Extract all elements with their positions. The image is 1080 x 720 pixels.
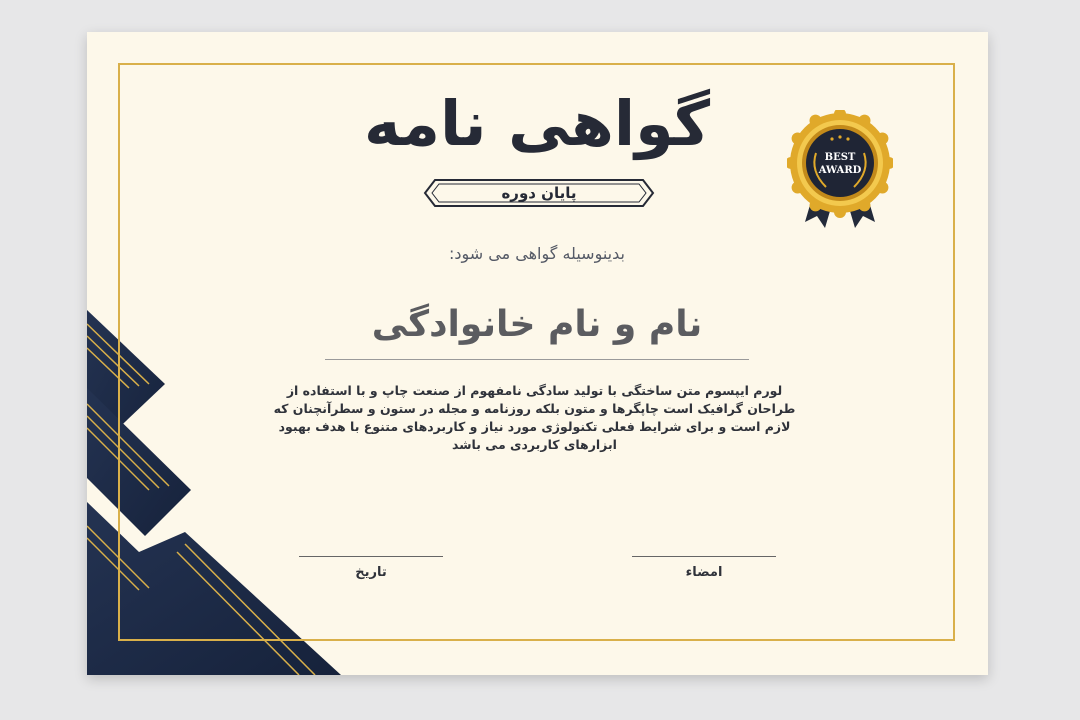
certificate [87,32,988,675]
signature-label: امضاء [685,565,723,580]
badge-line2: AWARD [818,165,862,176]
intro-text: بدینوسیله گواهی می شود: [449,244,625,263]
subtitle-banner [423,178,655,208]
badge-line1: BEST [824,152,856,163]
recipient-name: نام و نام خانوادگی [371,304,703,345]
date-label: تاریخ [355,565,387,580]
certificate-title: گواهی نامه [363,87,711,160]
date-line [299,556,443,557]
signature-line [632,556,776,557]
body-text: لورم ایپسوم متن ساختگی با تولید سادگی نامفهوم از صنعت چاپ و با استفاده از طراحان گرافیک است چاپگرها و متون بلکه روزنامه و مجله در ستون و سطرآنچنان که لازم است و برای شرایط فعلی تکنولوژی مورد نیاز و کاربردهای متنوع با هدف بهبود ابزارهای کاربردی می باشد [273,383,796,452]
certificate-subtitle: پایان دوره [501,184,577,202]
award-badge-icon [787,110,893,234]
name-underline [325,359,749,360]
